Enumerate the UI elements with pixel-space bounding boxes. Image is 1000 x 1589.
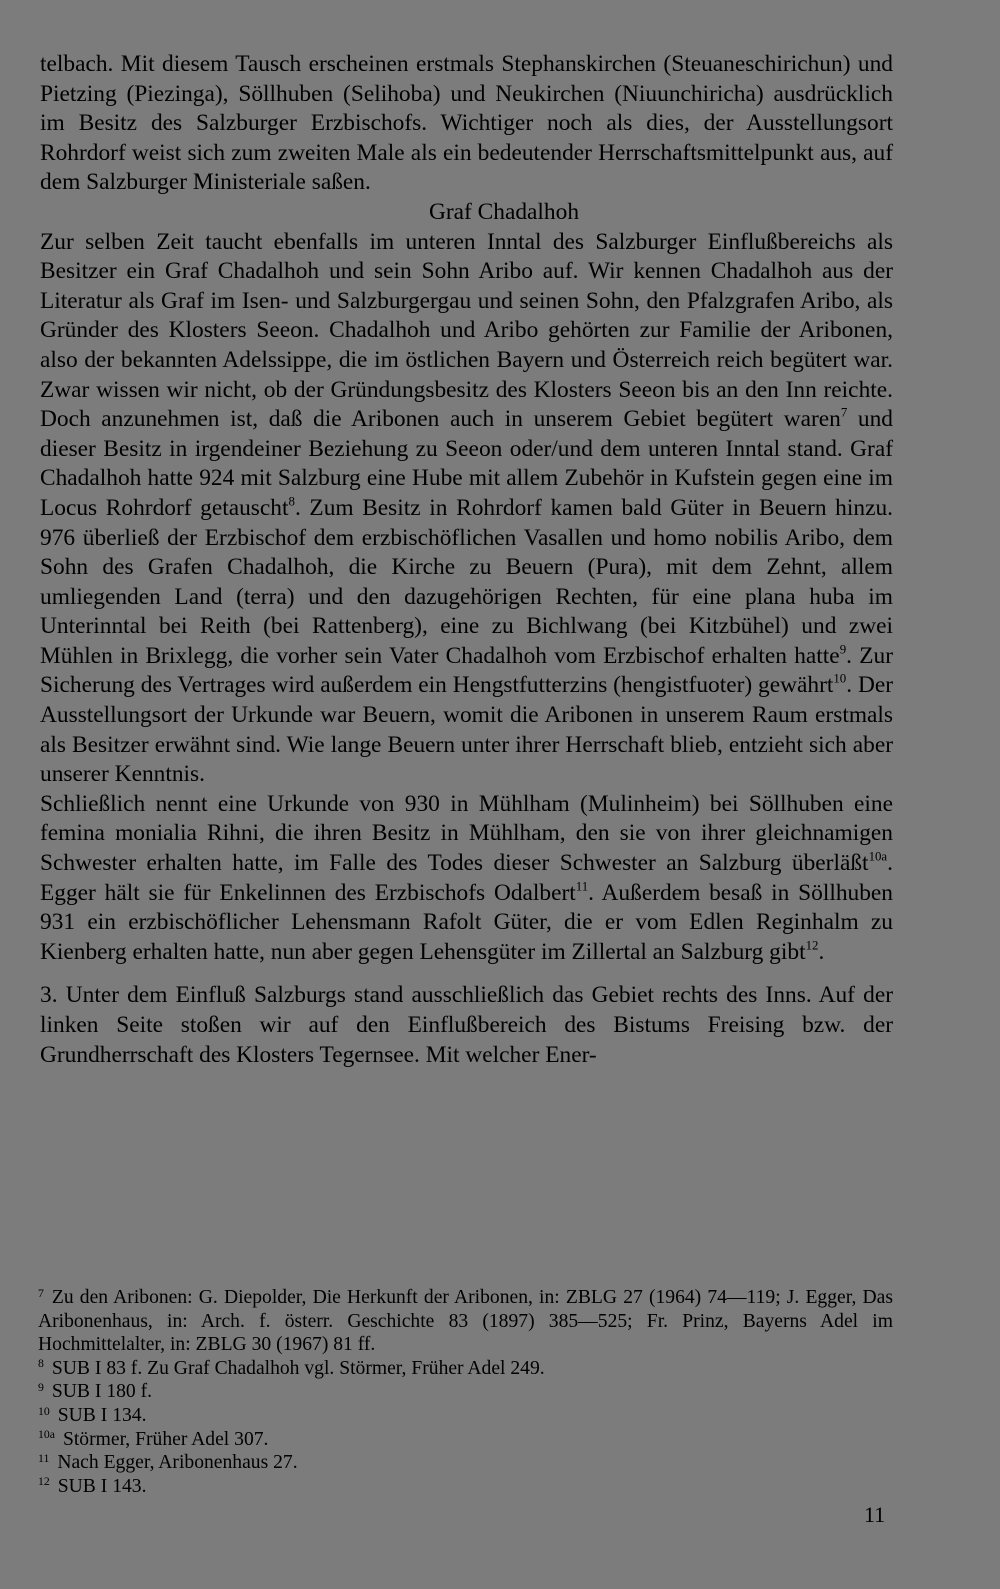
footnote-11 xyxy=(38,1451,893,1475)
text-run: und dieser Besitz in irgendeiner Beziehung zu Seeon oder/und dem unteren Inntal stand. Graf Chadalhoh hatte 924 mit Salzburg eine Hube mit allem Zubehör in Kufstein gegen eine im Locus Rohrdorf getauscht xyxy=(40,406,893,521)
page-number: 11 xyxy=(864,1502,886,1527)
section-heading: Graf Chadalhoh xyxy=(428,198,580,225)
text-run: . Zur Sicherung des Vertrages wird außerdem ein Hengstfutterzins (hengistfuoter) gewährt xyxy=(40,642,893,699)
text-run: . Zum Besitz in Rohrdorf kamen bald Güter in Beuern hinzu. 976 überließ der Erzbischof dem erzbischöflichen Vasallen und homo nobilis Aribo, dem Sohn des Grafen Chadalhoh, die Kirche zu Beuern (Pura), mit dem Zehnt, allem umliegenden Land (terra) und den dazugehörigen Rechten, für eine plana huba im Unterinntal bei Reith (bei Rattenberg), eine zu Bichlwang (bei Kitzbühel) und zwei Mühlen in Brixlegg, die vorher sein Vater Chadalhoh vom Erzbischof erhalten hatte xyxy=(40,494,893,669)
footnote-text: SUB I 83 f. Zu Graf Chadalhoh vgl. Störmer, Früher Adel 249. xyxy=(51,1357,545,1379)
footnote-text: SUB I 134. xyxy=(57,1404,147,1426)
paragraph-muehlham xyxy=(40,790,893,968)
footnote-text: SUB I 143. xyxy=(57,1475,147,1497)
footnote-mark: 10 xyxy=(38,1404,50,1418)
paragraph-section-3: 3. Unter dem Einfluß Salzburgs stand ausschließlich das Gebiet rechts des Inns. Auf der linken Seite stoßen wir auf den Einflußbereich des Bistums Freising bzw. der Grundherrschaft des Klosters Tegernsee. Mit welcher Ener- xyxy=(40,982,893,1068)
footnote-mark: 8 xyxy=(38,1357,44,1371)
main-text xyxy=(40,50,893,1070)
footnote-ref-11[interactable]: 11 xyxy=(575,878,589,893)
footnote-7 xyxy=(38,1286,893,1357)
footnote-10a xyxy=(38,1428,893,1452)
footnote-mark: 7 xyxy=(38,1286,44,1300)
text-run: . Außerdem besaß in Söllhuben 931 ein erzbischöflicher Lehensmann Rafolt Güter, die er vom Edlen Reginhalm zu Kienberg erhalten hatte, nun aber gegen Lehensgüter im Zillertal an Salzburg gibt xyxy=(40,879,893,965)
footnote-ref-7[interactable]: 7 xyxy=(840,405,848,420)
text-run: . Der Ausstellungsort der Urkunde war Beuern, womit die Aribonen in unserem Raum erstmals als Besitzer erwähnt sind. Wie lange Beuern unter ihrer Herrschaft blieb, entzieht sich aber unserer Kenntnis. xyxy=(40,672,894,788)
footnote-mark: 11 xyxy=(38,1451,50,1465)
footnote-ref-10a[interactable]: 10a xyxy=(868,849,888,864)
footnote-10 xyxy=(38,1404,893,1428)
footnote-9 xyxy=(38,1380,893,1404)
footnote-text: Störmer, Früher Adel 307. xyxy=(62,1428,269,1450)
footnote-ref-8[interactable]: 8 xyxy=(288,494,295,509)
footnote-text: SUB I 180 f. xyxy=(51,1381,153,1403)
footnote-8 xyxy=(38,1357,893,1381)
text-run: Schließlich nennt eine Urkunde von 930 in Mühlham (Mulinheim) bei Söllhuben eine femina monialia Rihni, die ihren Besitz in Mühlham, den sie von ihrer gleichnamigen Schwester erhalten hatte, im Falle des Todes dieser Schwester an Salzburg überläßt xyxy=(40,790,893,877)
footnote-mark: 10a xyxy=(38,1428,55,1442)
paragraph-chadalhoh xyxy=(40,228,893,790)
footnote-ref-9[interactable]: 9 xyxy=(839,642,847,657)
text-run: . xyxy=(818,938,825,965)
footnote-ref-10[interactable]: 10 xyxy=(833,671,847,686)
footnote-mark: 12 xyxy=(38,1475,50,1489)
text-run: . Egger hält sie für Enkelinnen des Erzbischofs Odalbert xyxy=(40,850,893,906)
footnote-ref-12[interactable]: 12 xyxy=(805,938,819,953)
footnote-text: Zu den Aribonen: G. Diepolder, Die Herkunft der Aribonen, in: ZBLG 27 (1964) 74—119; J. Egger, Das Aribonenhaus, in: Arch. f. österr. Geschichte 83 (1897) 385—525; Fr. Prinz, Bayerns Adel im Hochmittelalter, in: ZBLG 30 (1967) 81 ff. xyxy=(38,1287,893,1356)
text-run: Zur selben Zeit taucht ebenfalls im unteren Inntal des Salzburger Einflußbereichs als Besitzer ein Graf Chadalhoh und sein Sohn Aribo auf. Wir kennen Chadalhoh aus der Literatur als Graf im Isen- und Salzburgergau und seinen Sohn, den Pfalzgrafen Aribo, als Gründer des Klosters Seeon. Chadalhoh und Aribo gehörten zur Familie der Aribonen, also der bekannten Adelssippe, die im östlichen Bayern und Österreich reich begütert war. Zwar wissen wir nicht, ob der Gründungsbesitz des Klosters Seeon bis an den Inn reichte. Doch anzunehmen ist, daß die Aribonen auch in unserem Gebiet begütert waren xyxy=(40,228,893,433)
footnote-mark: 9 xyxy=(38,1380,44,1394)
footnote-12 xyxy=(38,1475,893,1499)
footnote-text: Nach Egger, Aribonenhaus 27. xyxy=(57,1452,298,1474)
footnotes xyxy=(38,1286,893,1498)
paragraph-intro: telbach. Mit diesem Tausch erscheinen erstmals Stephanskirchen (Steuaneschirichun) und Pietzing (Piezinga), Söllhuben (Selihoba) und Neukirchen (Niuunchiricha) ausdrücklich im Besitz des Salzburger Erzbischofs. Wichtiger noch als dies, der Ausstellungsort Rohrdorf weist sich zum zweiten Male als ein bedeutender Herrschaftsmittelpunkt aus, auf dem Salzburger Ministeriale saßen. xyxy=(40,51,893,196)
